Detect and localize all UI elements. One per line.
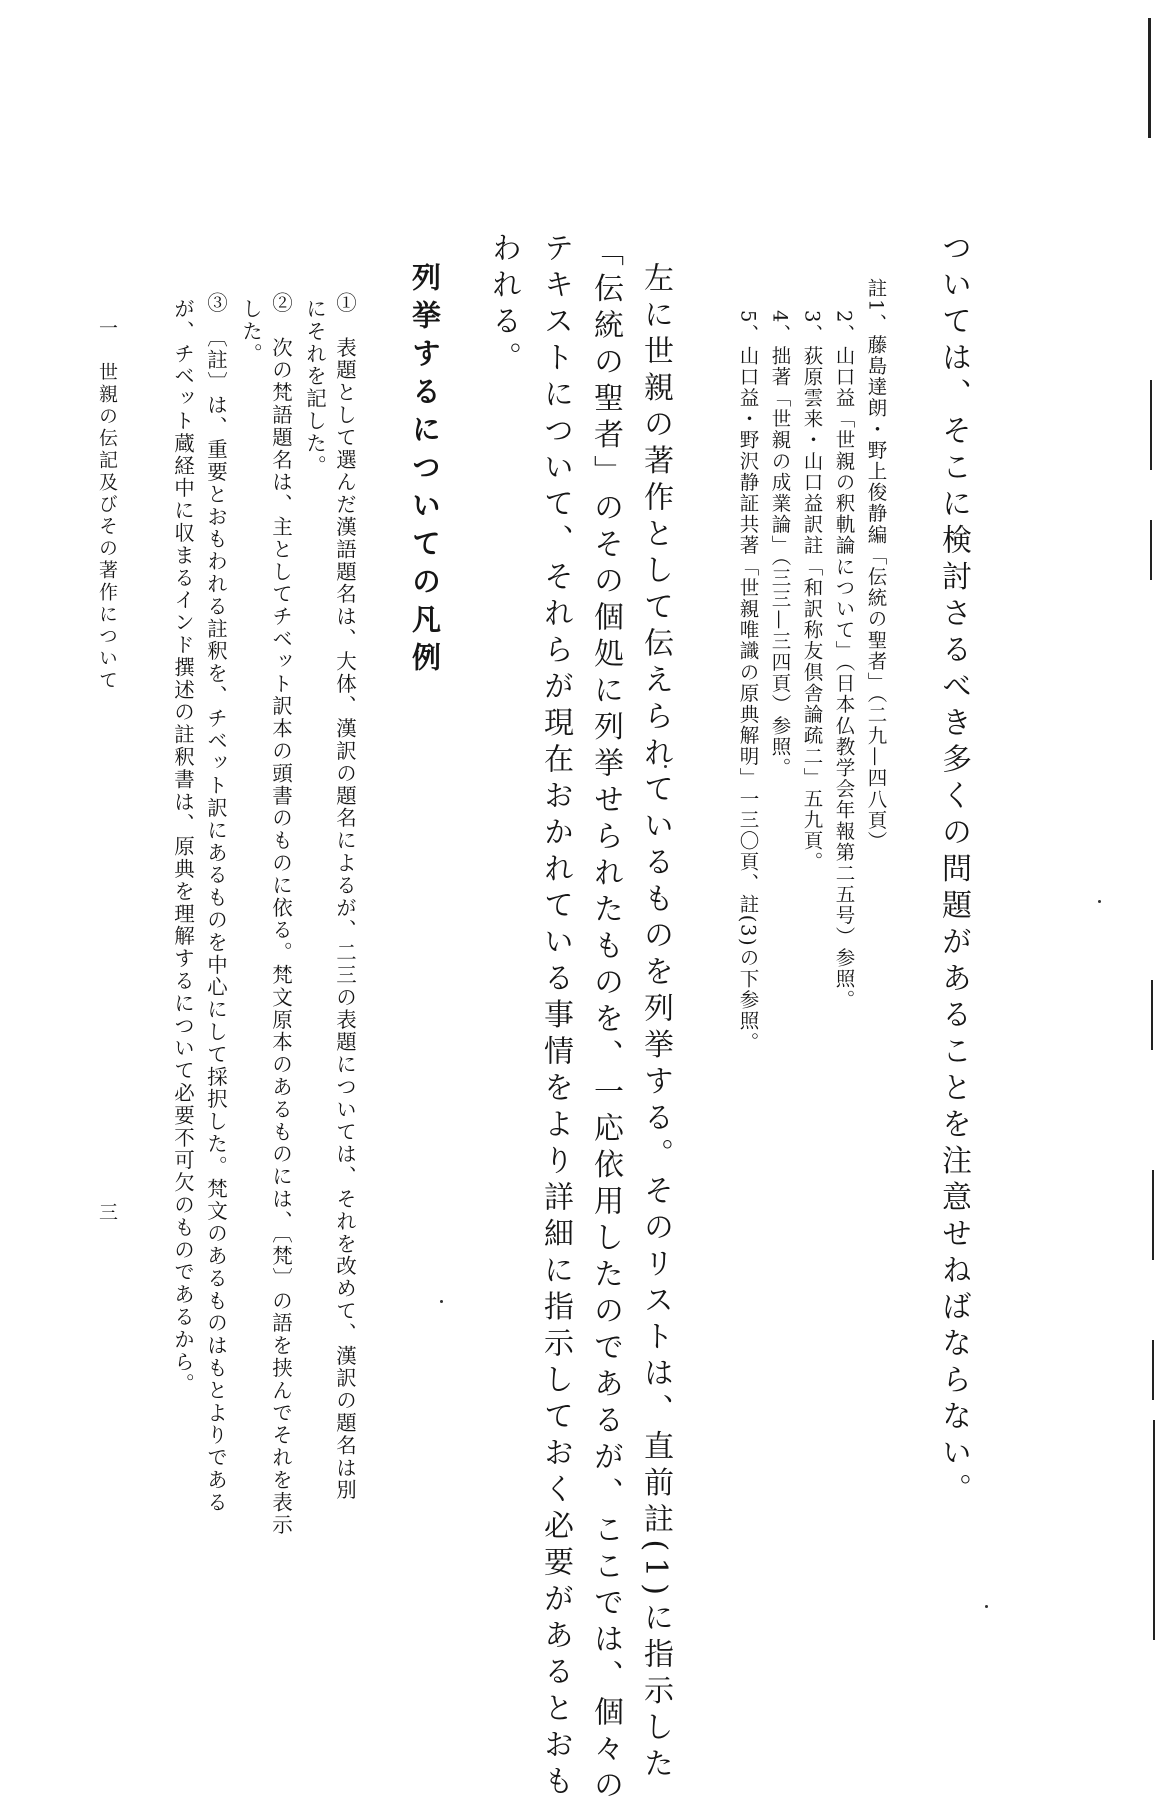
footnote-3: 3、荻原雲来・山口益訳註「和訳称友倶舎論疏二」五九頁。 [800,310,824,873]
rule-item-2-continued: した。 [238,298,263,366]
footnote-1: 註1、藤島達朗・野上俊静編「伝統の聖者」（二九—四八頁） [864,278,888,852]
scan-edge-line [1150,520,1152,580]
scan-edge-line [1153,1420,1155,1640]
running-title: 一 世親の伝記及びその著作について [96,318,118,692]
scan-speck [1098,900,1101,903]
footnote-4: 4、拙著「世親の成業論」（三三—三四頁）参照。 [768,310,792,779]
rule-item-3-continued: が、チベット蔵経中に収まるインド撰述の註釈書は、原典を理解するについて必要不可欠のものであるから。 [170,298,195,1396]
scan-edge-line [1150,380,1152,470]
scan-edge-line [1152,1170,1154,1260]
rule-item-1: ① 表題として選んだ漢語題名は、大体、漢訳の題名によるが、二三の表題については、それを改めて、漢訳の題名は別 [332,292,357,1502]
body-text-column: われる。 [486,232,521,378]
body-text-column: 左に世親の著作として伝えられているものを列挙する。そのリストは、直前註(1)に指示した [638,262,673,1784]
footnote-2: 2、山口益「世親の釈軌論について」（日本仏教学会年報第二五号）参照。 [832,310,856,1011]
rule-item-2: ② 次の梵語題名は、主としてチベット訳本の頭書のものに依る。梵文原本のあるものには、〔梵〕の語を挟んでそれを表示 [268,292,293,1537]
scan-edge-line [1152,1340,1154,1400]
body-text-column: テキストについて、それらが現在おかれている事情をより詳細に指示しておく必要があるとおも [538,232,573,1802]
rule-item-3: ③ 〔註〕は、重要とおもわれる註釈を、チベット訳にあるものを中心にして採択した。梵文のあるものはもとよりである [203,292,228,1514]
footnote-5: 5、山口益・野沢静証共著「世親唯識の原典解明」一三〇頁、註(3)の下参照。 [736,310,760,1053]
page-number: 三 [96,1202,118,1224]
scan-edge-line [1148,18,1151,138]
scan-speck [985,1605,988,1608]
scan-edge-line [1151,980,1153,1050]
scan-speck [440,1300,443,1303]
body-text-column: 「伝統の聖者」のその個処に列挙せられたものを、一応依用したのであるが、ここでは、個々の [588,236,623,1806]
section-heading: 列挙するについての凡例 [408,262,442,680]
body-text-column: ついては、そこに検討さるべき多くの問題があることを注意せねばならない。 [936,232,971,1510]
rule-item-1-continued: にそれを記した。 [302,298,327,478]
